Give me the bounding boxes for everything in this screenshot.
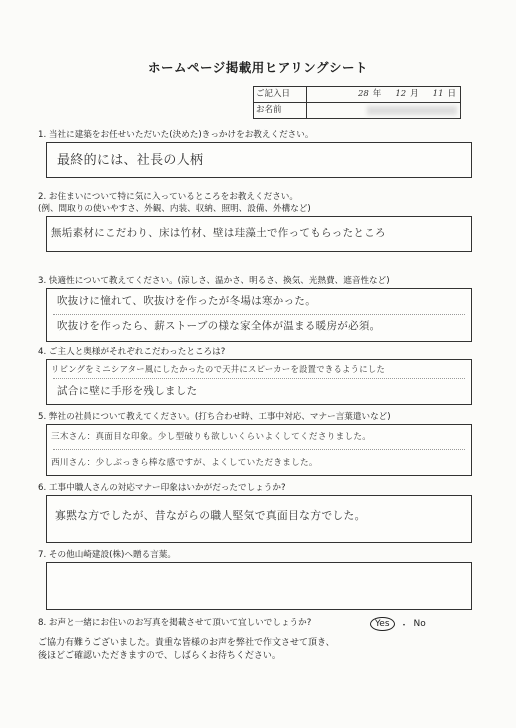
info-table bbox=[253, 86, 461, 119]
name-row bbox=[254, 103, 460, 118]
yes-no-choice bbox=[370, 617, 426, 631]
answer-3-line-1: 吹抜けに憧れて、吹抜けを作ったが冬場は寒かった。 bbox=[57, 295, 316, 307]
question-6-label: 6. 工事中職人さんの対応マナー印象はいかがだったでしょうか? bbox=[38, 483, 286, 493]
answer-1-line-1: 最終的には、社長の人柄 bbox=[57, 153, 204, 168]
answer-box-6 bbox=[46, 495, 472, 543]
answer-5-line-2: 西川さん：少しぶっきら棒な感ですが、よくしていただきました。 bbox=[51, 458, 318, 468]
question-2-sublabel: (例、間取りの使いやすさ、外観、内装、収納、照明、設備、外構など) bbox=[38, 204, 311, 214]
date-row bbox=[254, 87, 460, 103]
year-value: 28 bbox=[357, 89, 369, 99]
answer-box-2 bbox=[46, 216, 472, 252]
page-title: ホームページ掲載用ヒアリングシート bbox=[147, 60, 368, 75]
dotted-rule bbox=[53, 449, 465, 450]
day-unit: 日 bbox=[447, 89, 456, 99]
name-value bbox=[307, 103, 460, 118]
answer-5-line-1: 三木さん：真面目な印象。少し型破りも欲しいくらいよくしてくださりました。 bbox=[51, 432, 372, 442]
closing-line-1: ご協力有難うございました。貴重な皆様のお声を弊社で作文させて頂き、 bbox=[38, 638, 335, 648]
question-3-label: 3. 快適性について教えてください。(涼しさ、温かさ、明るさ、換気、光熱費、遮音性など) bbox=[38, 276, 390, 286]
answer-box-4 bbox=[46, 359, 472, 405]
answer-box-3 bbox=[46, 288, 472, 342]
yes-option-circled: Yes bbox=[370, 617, 395, 631]
answer-4-line-1: リビングをミニシアター風にしたかったので天井にスピーカーを設置できるようにした bbox=[51, 364, 386, 374]
day-value: 11 bbox=[432, 89, 444, 99]
month-unit: 月 bbox=[410, 89, 419, 99]
date-label: ご記入日 bbox=[254, 87, 307, 102]
answer-box-1 bbox=[46, 142, 472, 178]
name-label: お名前 bbox=[254, 103, 307, 118]
question-2-label: 2. お住まいについて特に気に入っているところをお教えください。 bbox=[38, 192, 298, 202]
redacted-name bbox=[367, 106, 457, 115]
answer-2-line-1: 無垢素材にこだわり、床は竹材、壁は珪藻土で作ってもらったところ bbox=[51, 227, 386, 239]
answer-box-7 bbox=[46, 562, 472, 610]
question-5-label: 5. 弊社の社員について教えてください。(打ち合わせ時、工事中対応、マナー言葉遣いなど) bbox=[38, 412, 391, 422]
answer-3-line-2: 吹抜けを作ったら、薪ストーブの様な家全体が温まる暖房が必須。 bbox=[57, 320, 381, 332]
question-8-label: 8. お声と一緒にお住いのお写真を掲載させて頂いて宜しいでしょうか? bbox=[38, 618, 312, 628]
dotted-rule bbox=[53, 314, 465, 315]
closing-note bbox=[38, 637, 335, 663]
no-option: No bbox=[413, 619, 426, 629]
answer-box-5 bbox=[46, 424, 472, 476]
answer-4-line-2: 試合に壁に手形を残しました bbox=[57, 385, 198, 397]
date-value bbox=[307, 87, 460, 102]
question-4-label: 4. ご主人と奥様がそれぞれこだわったところは? bbox=[38, 347, 226, 357]
question-1-label: 1. 当社に建築をお任せいただいた(決めた)きっかけをお教えください。 bbox=[38, 130, 314, 140]
question-7-label: 7. その他山崎建設(株)へ贈る言葉。 bbox=[38, 550, 176, 560]
closing-line-2: 後ほどご確認いただきますので、しばらくお待ちください。 bbox=[38, 651, 281, 661]
dotted-rule bbox=[53, 378, 465, 379]
answer-6-line-1: 寡黙な方でしたが、昔ながらの職人堅気で真面目な方でした。 bbox=[55, 509, 366, 522]
choice-separator: ・ bbox=[399, 620, 409, 631]
month-value: 12 bbox=[395, 89, 407, 99]
year-unit: 年 bbox=[372, 89, 382, 99]
